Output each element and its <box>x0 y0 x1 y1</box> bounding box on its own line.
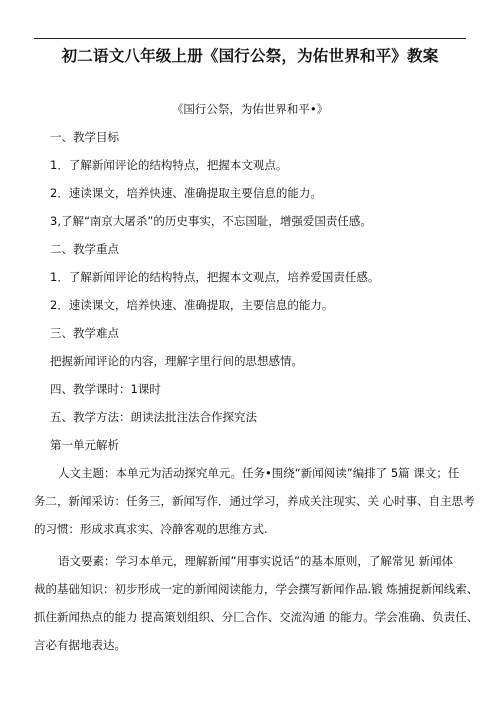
goals-heading: 一、教学目标 <box>50 130 119 144</box>
humanities-line-1: 人文主题：本单元为活动探究单元。任务•围绕“新闻阅读”编排了 5篇 课文；任 <box>58 466 460 480</box>
unit-heading: 第一单元解析 <box>50 438 119 452</box>
teaching-methods: 五、教学方法：朗读法批注法合作探究法 <box>50 410 257 424</box>
key-point-2: 2．速读课文，培养快速、准确提取，主要信息的能力。 <box>50 298 334 312</box>
language-line-2: 裁的基础知识：初步形成一定的新闻阅读能力，学会撰写新闻作品.锻 炼捕捉新闻线索、 <box>34 582 479 596</box>
key-points-heading: 二、教学重点 <box>50 242 119 256</box>
difficulty-heading: 三、教学难点 <box>50 326 119 340</box>
key-point-1: 1．了解新闻评论的结构特点，把握本文观点，培养爱国责任感。 <box>50 270 380 284</box>
language-line-1: 语文要素：学习本单元，理解新闻”用事实说话”的基本原则，了解常见 新闻体 <box>58 554 454 568</box>
goal-item-1: 1．了解新闻评论的结构特点，把握本文观点。 <box>50 158 288 172</box>
document-title: 初二语文八年级上册《国行公祭，为佑世界和平》教案 <box>61 47 439 65</box>
header-rule <box>34 38 466 39</box>
language-line-3: 抓住新闻热点的能力 提高策划组织、分匚合作、交流沟通 的能力。学会准确、负责任、 <box>34 610 479 624</box>
humanities-line-3: 的习惯：形成求真求实、冷静客观的思维方式. <box>34 522 268 536</box>
language-line-4: 言必有据地表达。 <box>34 638 126 652</box>
goal-item-3: 3,了解“南京大屠杀”的历史事实，不忘国耻，增强爱国责任感。 <box>50 214 372 228</box>
difficulty-item-1: 把握新闻评论的内容，理解字里行间的思想感情。 <box>50 354 303 368</box>
humanities-line-2: 务二，新闻采访：任务三，新闻写作．通过学习，养成关注现实、关 心时事、自主思考 <box>34 494 475 508</box>
goal-item-2: 2．速读课文，培养快速、准确提取主要信息的能力。 <box>50 186 322 200</box>
lesson-subtitle: 《国行公祭，为佑世界和平•》 <box>171 102 329 116</box>
class-hours: 四、教学课时：1课时 <box>50 382 161 396</box>
